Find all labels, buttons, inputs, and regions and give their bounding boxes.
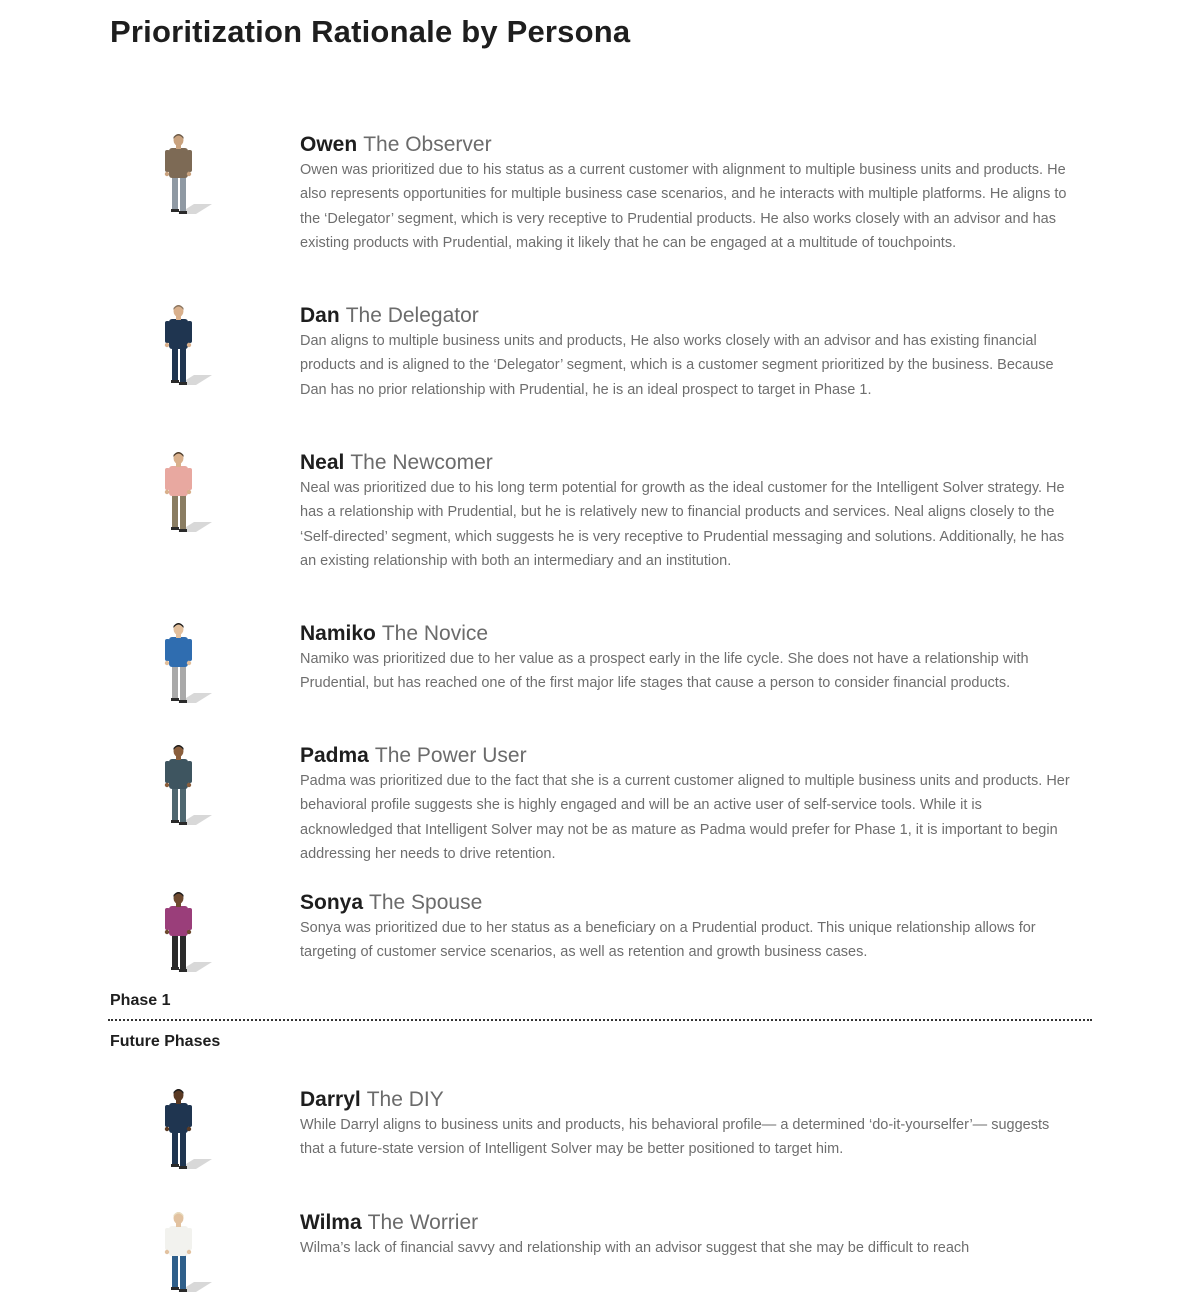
persona-name: Dan [300, 304, 340, 327]
persona-role: The Observer [363, 133, 492, 156]
phase-1-label: Phase 1 [110, 992, 171, 1009]
persona-role: The Spouse [369, 891, 483, 914]
persona-description: Padma was prioritized due to the fact that she is a current customer aligned to multiple business units and products. Her behavioral profile suggests she is highly engaged and will be an active user of self-service tools. While it is acknowledged that Intelligent Solver may not be as mature as Padma would prefer for Phase 1, it is important to begin addressing her needs to drive retention. [300, 773, 1070, 862]
persona-name: Darryl [300, 1088, 361, 1111]
persona-name: Padma [300, 744, 369, 767]
persona-description: Neal was prioritized due to his long term potential for growth as the ideal customer for the Intelligent Solver strategy. He has a relationship with Prudential, but he is relatively new to financial products and services. Neal aligns closely to the ‘Self-directed’ segment, which suggests he is very receptive to Prudential messaging and solutions. Additionally, he has an existing relationship with both an intermediary and an institution. [300, 480, 1065, 569]
persona-heading [300, 303, 1072, 329]
persona-description: Sonya was prioritized due to her status as a beneficiary on a Prudential product. This unique relationship allows for targeting of customer service scenarios, as well as retention and growth business cases. [300, 920, 1036, 961]
person-figure-icon [150, 1210, 220, 1300]
persona-heading [300, 743, 1072, 769]
person-figure-icon [150, 1087, 220, 1177]
persona-description: Owen was prioritized due to his status as a current customer with alignment to multiple business units and products. He also represents opportunities for multiple business case scenarios, and he interacts with multiple platforms. He aligns to the ‘Delegator’ segment, which is very receptive to Prudential products. He also works closely with an advisor and has existing products with Prudential, making it likely that he can be engaged at a multitude of touchpoints. [300, 162, 1067, 251]
persona-description: While Darryl aligns to business units and products, his behavioral profile— a determined ‘do-it-yourselfer’— suggests that a future-state version of Intelligent Solver may be better positioned to target him. [300, 1117, 1050, 1158]
persona-role: The DIY [366, 1088, 444, 1111]
persona-description: Namiko was prioritized due to her value as a prospect early in the life cycle. She does not have a relationship with Prudential, but has reached one of the first major life stages that cause a person to consider financial products. [300, 651, 1029, 692]
persona-description: Dan aligns to multiple business units and products, He also works closely with an advisor and has existing financial products and is aligned to the ‘Delegator’ segment, which is a customer segment prioritized by the business. Because Dan has no prior relationship with Prudential, he is an ideal prospect to target in Phase 1. [300, 333, 1054, 398]
person-figure-icon [150, 303, 220, 393]
persona-role: The Novice [381, 622, 489, 645]
person-figure-icon [150, 132, 220, 222]
persona-description: Wilma’s lack of financial savvy and relationship with an advisor suggest that she may be difficult to reach [300, 1240, 970, 1256]
persona-heading [300, 1210, 1072, 1236]
persona-heading [300, 450, 1072, 476]
persona-heading [300, 1087, 1072, 1113]
person-figure-icon [150, 890, 220, 980]
persona-role: The Newcomer [350, 451, 493, 474]
person-figure-icon [150, 743, 220, 833]
persona-name: Namiko [300, 622, 376, 645]
future-phases-label: Future Phases [110, 1033, 221, 1050]
persona-heading [300, 621, 1072, 647]
persona-name: Owen [300, 133, 358, 156]
persona-role: The Worrier [367, 1211, 479, 1234]
person-figure-icon [150, 450, 220, 540]
person-figure-icon [150, 621, 220, 711]
persona-name: Sonya [300, 891, 364, 914]
phase-divider [108, 1019, 1092, 1021]
persona-name: Wilma [300, 1211, 362, 1234]
persona-heading [300, 132, 1072, 158]
persona-role: The Power User [374, 744, 527, 767]
persona-role: The Delegator [345, 304, 479, 327]
page-title: Prioritization Rationale by Persona [110, 14, 631, 49]
persona-name: Neal [300, 451, 345, 474]
persona-heading [300, 890, 1072, 916]
